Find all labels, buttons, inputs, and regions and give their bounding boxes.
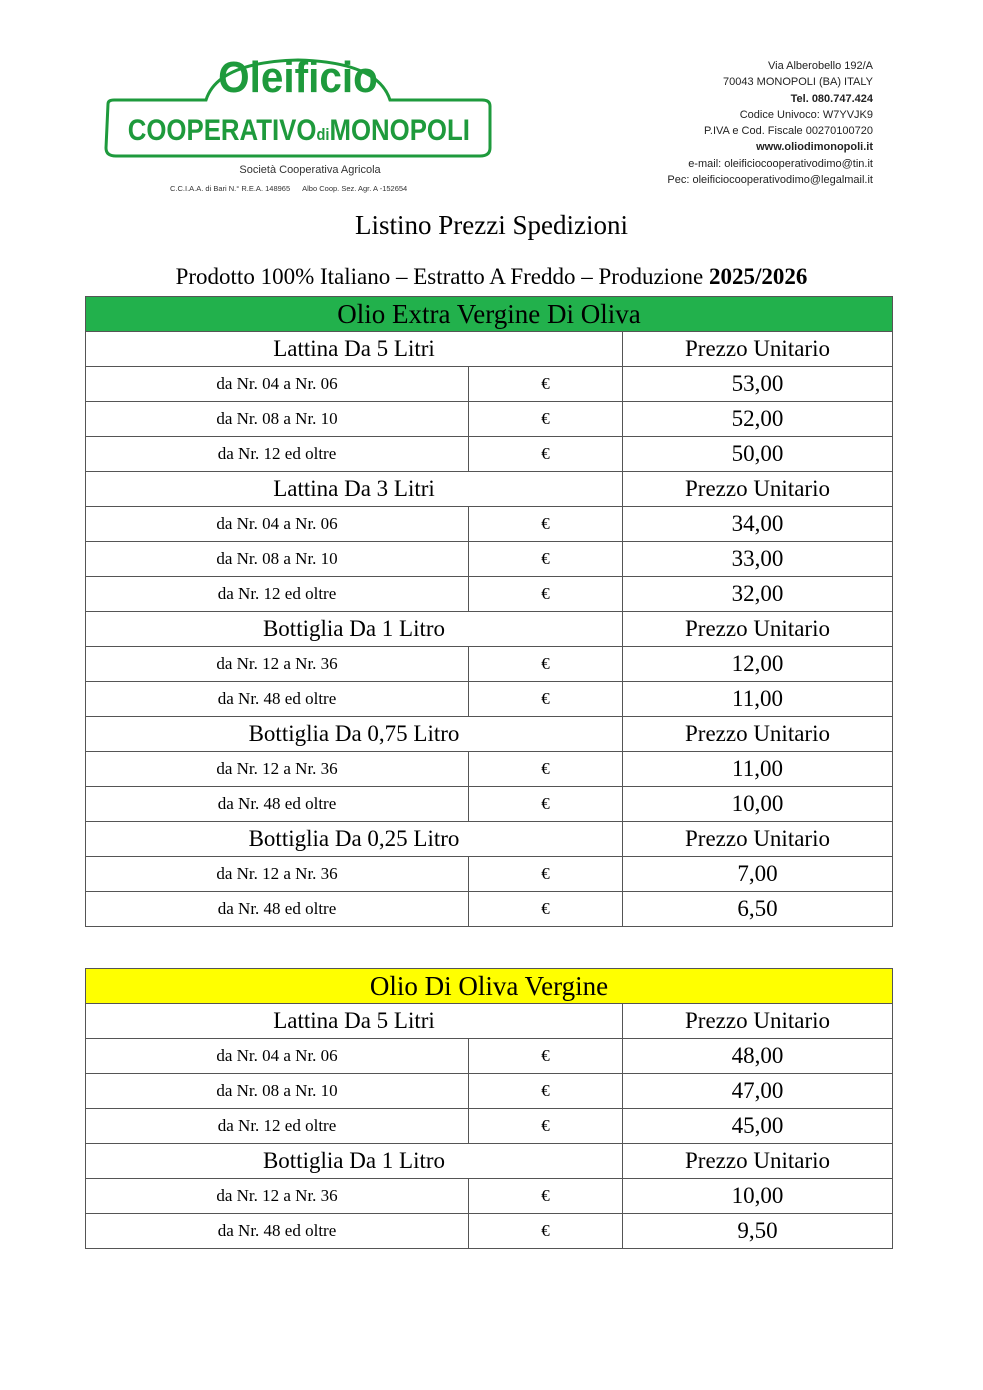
package-name: Bottiglia Da 0,25 Litro (86, 822, 623, 857)
currency-symbol: € (469, 402, 623, 437)
table-row (86, 1214, 893, 1249)
logo-word-a: COOPERATIVO (127, 114, 317, 147)
unit-price: 53,00 (623, 367, 893, 402)
registry-albo: Albo Coop. Sez. Agr. A -152654 (302, 184, 408, 193)
package-name: Lattina Da 5 Litri (86, 1004, 623, 1039)
unit-price: 47,00 (623, 1074, 893, 1109)
unit-price: 45,00 (623, 1109, 893, 1144)
product-band (86, 969, 893, 1004)
price-column-label: Prezzo Unitario (623, 612, 893, 647)
table-row (86, 787, 893, 822)
package-header-row (86, 1144, 893, 1179)
product-name: Olio Di Oliva Vergine (86, 969, 893, 1004)
unit-price: 32,00 (623, 577, 893, 612)
package-header-row (86, 1004, 893, 1039)
quantity-range: da Nr. 08 a Nr. 10 (86, 1074, 469, 1109)
table-row (86, 1179, 893, 1214)
quantity-range: da Nr. 04 a Nr. 06 (86, 367, 469, 402)
table-row (86, 1074, 893, 1109)
unit-price: 7,00 (623, 857, 893, 892)
currency-symbol: € (469, 437, 623, 472)
package-name: Bottiglia Da 1 Litro (86, 1144, 623, 1179)
package-name: Bottiglia Da 1 Litro (86, 612, 623, 647)
currency-symbol: € (469, 857, 623, 892)
unit-price: 11,00 (623, 752, 893, 787)
subtitle-year: 2025/2026 (709, 264, 808, 289)
subtitle-text: Prodotto 100% Italiano – Estratto A Freddo – Produzione (175, 264, 710, 289)
unit-price: 10,00 (623, 787, 893, 822)
logo-word-di: di (316, 125, 330, 144)
currency-symbol: € (469, 787, 623, 822)
currency-symbol: € (469, 647, 623, 682)
contact-line: Codice Univoco: W7YVJK9 (739, 108, 873, 121)
table-row (86, 402, 893, 437)
quantity-range: da Nr. 08 a Nr. 10 (86, 402, 469, 437)
currency-symbol: € (469, 1109, 623, 1144)
price-column-label: Prezzo Unitario (623, 1144, 893, 1179)
price-table-vergine (85, 968, 893, 1249)
unit-price: 50,00 (623, 437, 893, 472)
quantity-range: da Nr. 12 ed oltre (86, 437, 469, 472)
package-header-row (86, 472, 893, 507)
unit-price: 9,50 (623, 1214, 893, 1249)
logo-word-b: MONOPOLI (329, 114, 470, 147)
price-column-label: Prezzo Unitario (623, 472, 893, 507)
table-row (86, 752, 893, 787)
table-row (86, 1109, 893, 1144)
table-row (86, 367, 893, 402)
package-header-row (86, 612, 893, 647)
contact-line: Pec: oleificiocooperativodimo@legalmail.it (667, 174, 873, 187)
quantity-range: da Nr. 12 ed oltre (86, 577, 469, 612)
table-row (86, 857, 893, 892)
contact-line: www.oliodimonopoli.it (756, 141, 873, 154)
currency-symbol: € (469, 1039, 623, 1074)
currency-symbol: € (469, 577, 623, 612)
package-header-row (86, 717, 893, 752)
package-name: Lattina Da 5 Litri (86, 332, 623, 367)
currency-symbol: € (469, 1214, 623, 1249)
currency-symbol: € (469, 367, 623, 402)
table-row (86, 577, 893, 612)
quantity-range: da Nr. 12 a Nr. 36 (86, 647, 469, 682)
price-table-extra-vergine (85, 296, 893, 927)
quantity-range: da Nr. 08 a Nr. 10 (86, 542, 469, 577)
product-band (86, 297, 893, 332)
table-row (86, 1039, 893, 1074)
table-row (86, 682, 893, 717)
package-header-row (86, 822, 893, 857)
price-column-label: Prezzo Unitario (623, 822, 893, 857)
contact-line: Via Alberobello 192/A (768, 60, 873, 72)
table-row (86, 507, 893, 542)
price-column-label: Prezzo Unitario (623, 332, 893, 367)
contact-line: e-mail: oleificiocooperativodimo@tin.it (688, 157, 873, 170)
currency-symbol: € (469, 892, 623, 927)
company-registry (170, 184, 460, 193)
logo-word-oleificio: Oleificio (218, 53, 378, 102)
currency-symbol: € (469, 507, 623, 542)
table-row (86, 437, 893, 472)
quantity-range: da Nr. 12 ed oltre (86, 1109, 469, 1144)
package-name: Lattina Da 3 Litri (86, 472, 623, 507)
quantity-range: da Nr. 12 a Nr. 36 (86, 752, 469, 787)
unit-price: 6,50 (623, 892, 893, 927)
package-name: Bottiglia Da 0,75 Litro (86, 717, 623, 752)
package-header-row (86, 332, 893, 367)
unit-price: 33,00 (623, 542, 893, 577)
unit-price: 12,00 (623, 647, 893, 682)
page-title: Listino Prezzi Spedizioni (355, 210, 628, 240)
company-logo (100, 52, 496, 162)
table-row (86, 892, 893, 927)
unit-price: 48,00 (623, 1039, 893, 1074)
registry-cciaa: C.C.I.A.A. di Bari N.° R.E.A. 148965 (170, 184, 291, 193)
table-row (86, 542, 893, 577)
currency-symbol: € (469, 752, 623, 787)
unit-price: 52,00 (623, 402, 893, 437)
product-name: Olio Extra Vergine Di Oliva (86, 297, 893, 332)
quantity-range: da Nr. 04 a Nr. 06 (86, 507, 469, 542)
currency-symbol: € (469, 542, 623, 577)
currency-symbol: € (469, 682, 623, 717)
currency-symbol: € (469, 1074, 623, 1109)
company-contacts (667, 58, 873, 188)
currency-symbol: € (469, 1179, 623, 1214)
quantity-range: da Nr. 48 ed oltre (86, 892, 469, 927)
price-column-label: Prezzo Unitario (623, 717, 893, 752)
table-row (86, 647, 893, 682)
quantity-range: da Nr. 48 ed oltre (86, 1214, 469, 1249)
contact-line: P.IVA e Cod. Fiscale 00270100720 (704, 125, 873, 138)
quantity-range: da Nr. 12 a Nr. 36 (86, 1179, 469, 1214)
quantity-range: da Nr. 04 a Nr. 06 (86, 1039, 469, 1074)
unit-price: 34,00 (623, 507, 893, 542)
company-subtitle: Società Cooperativa Agricola (239, 164, 381, 176)
unit-price: 11,00 (623, 682, 893, 717)
quantity-range: da Nr. 48 ed oltre (86, 682, 469, 717)
quantity-range: da Nr. 12 a Nr. 36 (86, 857, 469, 892)
logo-word-cooperativo (128, 112, 469, 154)
contact-line: 70043 MONOPOLI (BA) ITALY (723, 76, 873, 89)
contact-line: Tel. 080.747.424 (790, 92, 873, 105)
price-column-label: Prezzo Unitario (623, 1004, 893, 1039)
page-subtitle (0, 264, 983, 290)
quantity-range: da Nr. 48 ed oltre (86, 787, 469, 822)
unit-price: 10,00 (623, 1179, 893, 1214)
